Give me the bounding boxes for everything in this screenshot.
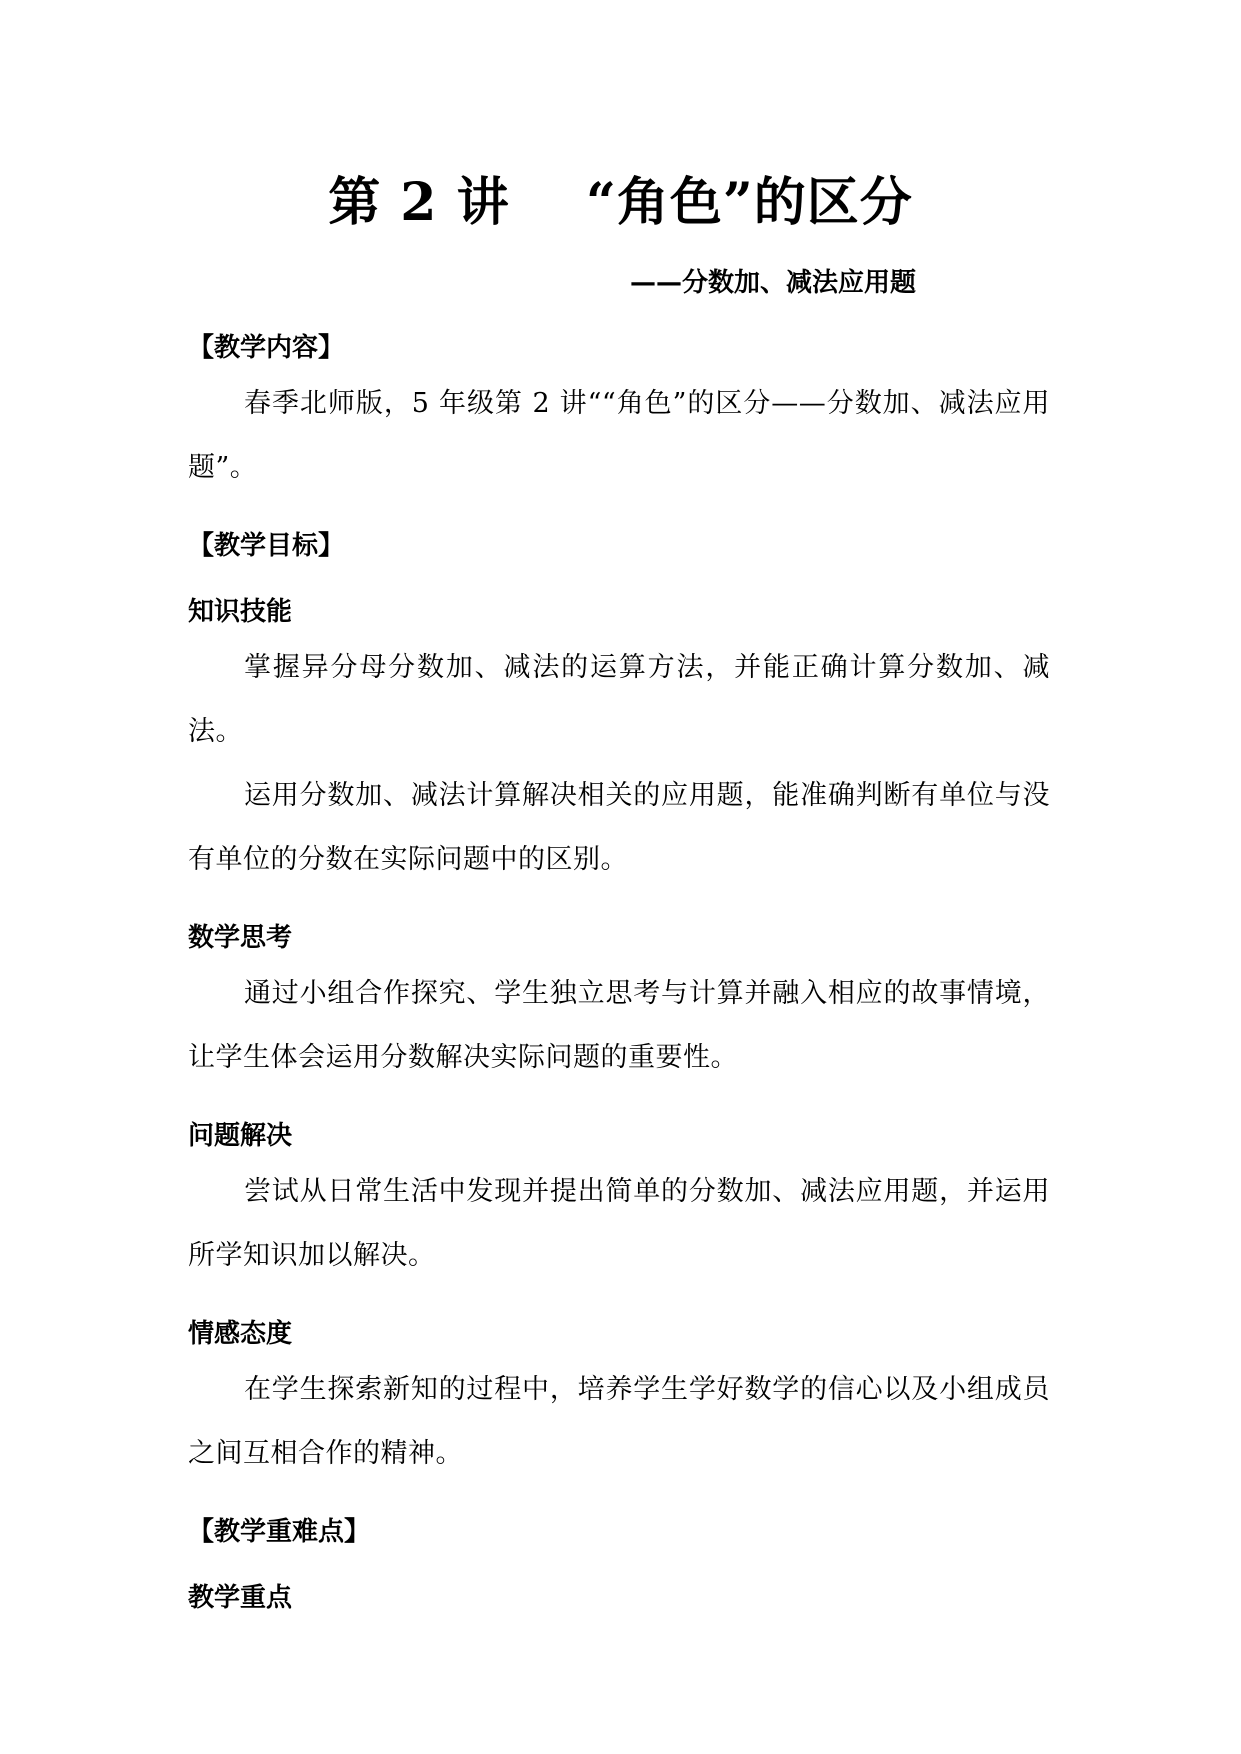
paragraph-knowledge-1: 掌握异分母分数加、减法的运算方法，并能正确计算分数加、减法。	[188, 652, 1050, 747]
section-heading-keypoints: 【教学重难点】	[188, 1517, 371, 1547]
section-heading-content: 【教学内容】	[188, 333, 345, 363]
subheading-thinking: 数学思考	[188, 923, 293, 953]
paragraph-problem: 尝试从日常生活中发现并提出简单的分数加、减法应用题，并运用所学知识加以解决。	[188, 1176, 1050, 1271]
subheading-emotion: 情感态度	[188, 1319, 293, 1349]
paragraph-knowledge-2: 运用分数加、减法计算解决相关的应用题，能准确判断有单位与没有单位的分数在实际问题中的区别。	[188, 780, 1050, 875]
paragraph-emotion: 在学生探索新知的过程中，培养学生学好数学的信心以及小组成员之间互相合作的精神。	[188, 1374, 1050, 1469]
page-subtitle: ——分数加、减法应用题	[630, 268, 917, 298]
paragraph-thinking: 通过小组合作探究、学生独立思考与计算并融入相应的故事情境，让学生体会运用分数解决实际问题的重要性。	[188, 978, 1050, 1073]
section-heading-goals: 【教学目标】	[188, 531, 345, 561]
subheading-key: 教学重点	[188, 1583, 293, 1613]
subheading-problem: 问题解决	[188, 1121, 293, 1151]
document-body	[188, 330, 1050, 1616]
page-title: 第 2 讲 “角色”的区分	[328, 172, 913, 233]
paragraph-content: 春季北师版，5 年级第 2 讲““角色”的区分——分数加、减法应用题”。	[188, 388, 1050, 483]
subheading-knowledge: 知识技能	[188, 597, 293, 627]
